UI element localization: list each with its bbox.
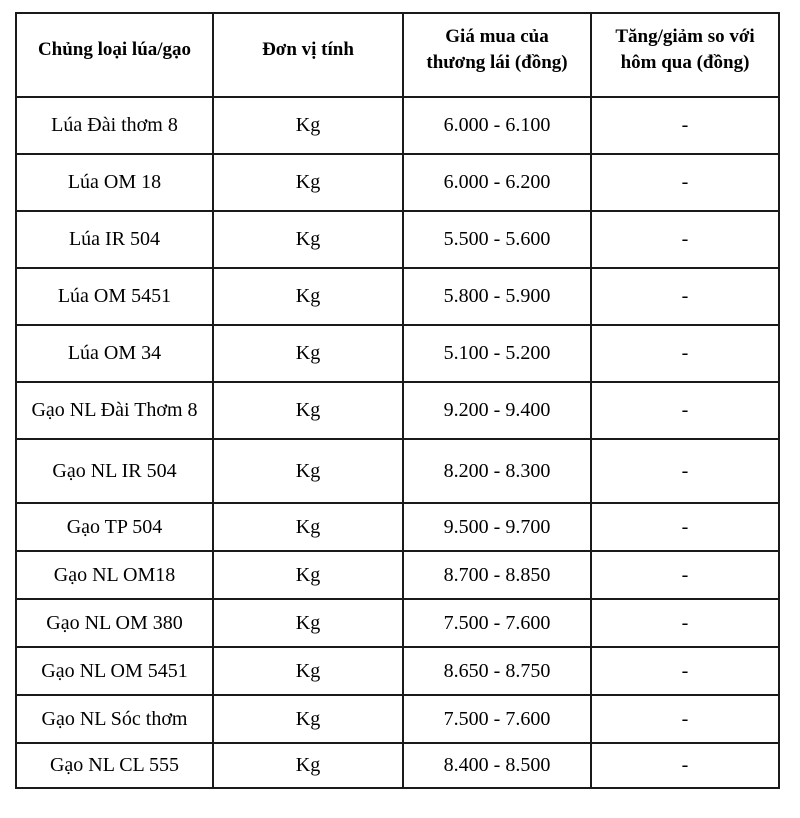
cell-change: - — [591, 268, 779, 325]
header-cell-trader-price: Giá mua của thương lái (đồng) — [403, 13, 591, 97]
table-row — [16, 268, 779, 325]
cell-unit: Kg — [213, 743, 403, 788]
cell-rice-type: Lúa Đài thơm 8 — [16, 97, 213, 154]
rice-price-table — [15, 12, 780, 789]
cell-rice-type: Gạo TP 504 — [16, 503, 213, 551]
cell-rice-type: Gạo NL Đài Thơm 8 — [16, 382, 213, 439]
cell-unit: Kg — [213, 695, 403, 743]
cell-unit: Kg — [213, 97, 403, 154]
cell-trader-price: 6.000 - 6.200 — [403, 154, 591, 211]
table-row — [16, 325, 779, 382]
table-row — [16, 743, 779, 788]
cell-unit: Kg — [213, 211, 403, 268]
cell-unit: Kg — [213, 439, 403, 503]
cell-rice-type: Gạo NL OM18 — [16, 551, 213, 599]
cell-trader-price: 8.700 - 8.850 — [403, 551, 591, 599]
table-row — [16, 439, 779, 503]
rice-price-table-page — [0, 12, 800, 818]
cell-trader-price: 7.500 - 7.600 — [403, 695, 591, 743]
cell-change: - — [591, 503, 779, 551]
cell-trader-price: 5.500 - 5.600 — [403, 211, 591, 268]
cell-rice-type: Lúa OM 18 — [16, 154, 213, 211]
cell-trader-price: 7.500 - 7.600 — [403, 599, 591, 647]
cell-unit: Kg — [213, 154, 403, 211]
cell-change: - — [591, 599, 779, 647]
cell-change: - — [591, 439, 779, 503]
table-row — [16, 599, 779, 647]
table-row — [16, 647, 779, 695]
cell-unit: Kg — [213, 599, 403, 647]
cell-change: - — [591, 551, 779, 599]
table-row — [16, 154, 779, 211]
cell-rice-type: Gạo NL Sóc thơm — [16, 695, 213, 743]
header-cell-unit: Đơn vị tính — [213, 13, 403, 97]
table-row — [16, 551, 779, 599]
cell-change: - — [591, 97, 779, 154]
cell-unit: Kg — [213, 647, 403, 695]
table-row — [16, 695, 779, 743]
cell-trader-price: 8.200 - 8.300 — [403, 439, 591, 503]
cell-change: - — [591, 743, 779, 788]
cell-trader-price: 5.100 - 5.200 — [403, 325, 591, 382]
cell-unit: Kg — [213, 503, 403, 551]
cell-trader-price: 6.000 - 6.100 — [403, 97, 591, 154]
table-row — [16, 382, 779, 439]
cell-unit: Kg — [213, 268, 403, 325]
cell-change: - — [591, 382, 779, 439]
header-row — [16, 13, 779, 97]
cell-unit: Kg — [213, 382, 403, 439]
table-row — [16, 97, 779, 154]
table-row — [16, 503, 779, 551]
cell-trader-price: 9.200 - 9.400 — [403, 382, 591, 439]
cell-change: - — [591, 211, 779, 268]
cell-unit: Kg — [213, 551, 403, 599]
cell-trader-price: 5.800 - 5.900 — [403, 268, 591, 325]
cell-rice-type: Lúa OM 34 — [16, 325, 213, 382]
table-row — [16, 211, 779, 268]
header-cell-rice-type: Chủng loại lúa/gạo — [16, 13, 213, 97]
cell-rice-type: Lúa OM 5451 — [16, 268, 213, 325]
table-body — [16, 97, 779, 788]
cell-rice-type: Gạo NL IR 504 — [16, 439, 213, 503]
cell-rice-type: Gạo NL OM 380 — [16, 599, 213, 647]
cell-trader-price: 9.500 - 9.700 — [403, 503, 591, 551]
cell-trader-price: 8.400 - 8.500 — [403, 743, 591, 788]
cell-rice-type: Lúa IR 504 — [16, 211, 213, 268]
cell-unit: Kg — [213, 325, 403, 382]
cell-change: - — [591, 154, 779, 211]
cell-trader-price: 8.650 - 8.750 — [403, 647, 591, 695]
cell-change: - — [591, 695, 779, 743]
cell-change: - — [591, 647, 779, 695]
header-cell-change-vs-yesterday: Tăng/giảm so với hôm qua (đồng) — [591, 13, 779, 97]
cell-rice-type: Gạo NL OM 5451 — [16, 647, 213, 695]
cell-change: - — [591, 325, 779, 382]
cell-rice-type: Gạo NL CL 555 — [16, 743, 213, 788]
